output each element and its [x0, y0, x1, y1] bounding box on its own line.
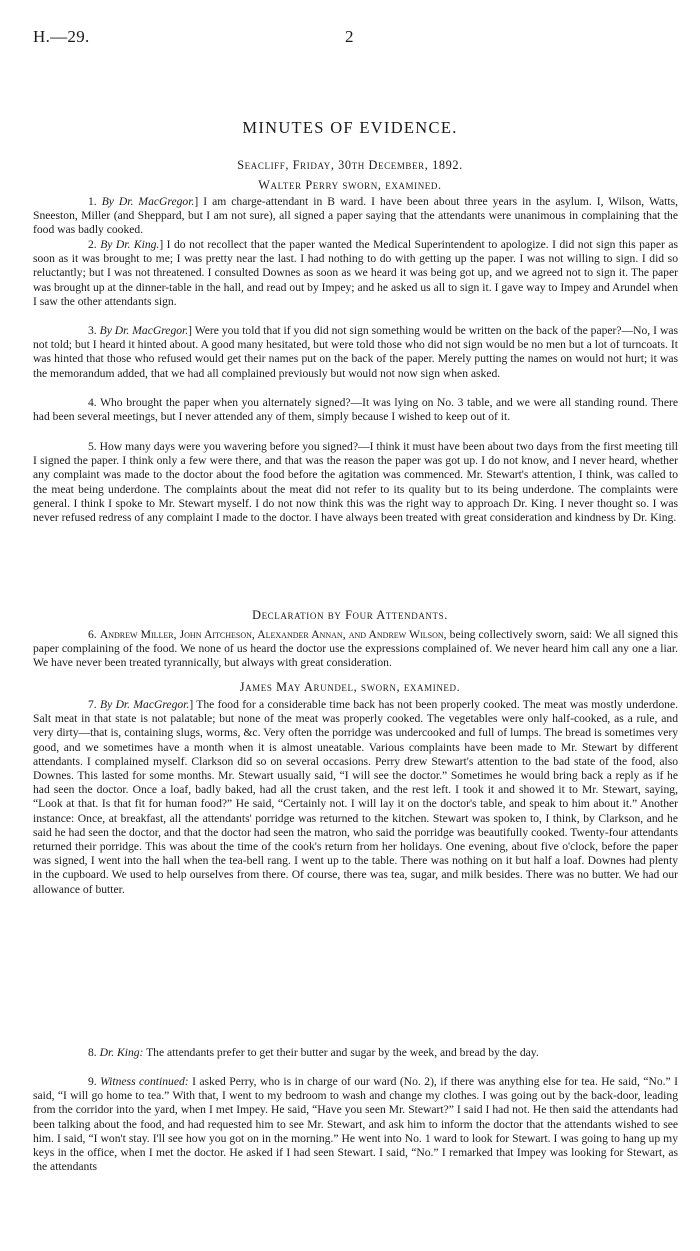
paragraph-number: 3.	[88, 324, 100, 337]
place-date-heading: Seacliff, Friday, 30th December, 1892.	[237, 158, 463, 172]
paragraph-2	[33, 238, 678, 309]
attendant-names: Andrew Miller, John Aitcheson, Alexander Annan, and Andrew Wilson,	[99, 628, 447, 641]
questioner: Witness continued:	[100, 1075, 189, 1088]
paragraph-text: I asked Perry, who is in charge of our ward (No. 2), if there was anything else for tea. He said, “No.” I said, “I will go home to tea.” With that, I went to my bedroom to wash and change my clothes. I was going out by the back-door, leading from the corridor into the yard, when I met Impey. He said, “Have you seen Mr. Stewart?” I said I had not. He then said the attendants had been talking about the food, and had requested him to see Mr. Stewart, and ask him to inform the doctor that the attendants wished to see him. I said, “I won't stay. I'll see how you got on in the morning.” He went into No. 1 ward to look for Stewart. I was going to hang up my keys in the office, when I met the doctor. He asked if I had seen Stewart. I said, “No.” I remarked that Impey was looking for Stewart, as the attendants	[33, 1075, 678, 1174]
paragraph-number: 7.	[88, 698, 101, 711]
section-title: MINUTES OF EVIDENCE.	[242, 118, 458, 137]
questioner: By Dr. MacGregor.	[100, 698, 190, 711]
witness-heading-perry: Walter Perry sworn, examined.	[258, 178, 442, 192]
paragraph-6	[33, 628, 678, 671]
page-number: 2	[345, 27, 354, 46]
paragraph-text: being collectively sworn, said: We all signed this paper complaining of the food. We none of us heard the doctor use the expressions complained of. We never heard him call any one a liar. We have never been treated tyrannically, but always with great consideration.	[33, 628, 679, 670]
questioner: By Dr. MacGregor.	[101, 195, 195, 208]
paragraph-number: 9.	[88, 1075, 101, 1088]
document-reference: H.—29.	[33, 27, 90, 46]
declaration-heading: Declaration by Four Attendants.	[252, 608, 448, 622]
paragraph-4: 4. Who brought the paper when you alternately signed?—It was lying on No. 3 table, and we were all standing round. There had been several meetings, but I never attended any of them, simply because I wished to keep out of it.	[33, 396, 678, 424]
paragraph-5: 5. How many days were you wavering before you signed?—I think it must have been about two days from the first meeting till I signed the paper. I think only a few were there, and that was the reason the paper was got up. I do not know, and I never heard, whether any complaint was made to the doctor about the food before the agitation was commenced. Mr. Stewart's attention, I think, was called to the meat being underdone. The complaints about the meat did not refer to its quality but to its being underdone. The complaints were general. I think I spoke to Mr. Stewart myself. I do not now think this was the right way to approach Dr. King. I never thought so. I was never refused redress of any complaint I made to the doctor. I have always been treated with great consideration and kindness by Dr. King.	[33, 440, 678, 525]
paragraph-number: 2.	[88, 238, 101, 251]
paragraph-text: The attendants prefer to get their butter and sugar by the week, and bread by the day.	[143, 1046, 539, 1059]
questioner: By Dr. MacGregor.	[99, 324, 189, 337]
paragraph-text: ] The food for a considerable time back has not been properly cooked. The meat was mostly underdone. Salt meat in that state is not palatable; but none of the meat was properly cooked. The vegetables were only half-cooked, as a rule, and very dirty—that is, containing slugs, worms, &c. Very often the porridge was undercooked and full of lumps. The bread is sometimes very good, and we sometimes have a month when it is almost uneatable. Various complaints have been made to Mr. Stewart by different attendants. I complained myself. Clarkson did so on several occasions. Perry drew Stewart's attention to the bad state of the food, also Downes. This lasted for some months. Mr. Stewart usually said, “I will see the doctor.” Sometimes he would bring back a reply as if he had seen the doctor. Once a loaf, badly baked, had all the crust taken, and the rest left. I took it and showed it to Mr. Stewart, saying, “Look at that. Is that fit for human food?” He said, “Certainly not. I will lay it on the doctor's table, and speak to him about it.” Another instance: Once, at breakfast, all the attendants' porridge was returned to the kitchen. Stewart was spoken to, I think, by Clarkson, and he said he had seen the doctor, and that the doctor had seen the matron, who said the porridge was beautifully cooked. Twenty-four attendants returned their porridge. This was about the time of the cook's return from her holidays. One evening, about five o'clock, before the paper was signed, I went into the hall when the tea-bell rang. I went up to the table. There was nothing on it but half a loaf. Downes had plenty in the cupboard. We used to help ourselves from there. Of course, there was tea, sugar, and milk besides. There was no butter. We had our allowance of butter.	[33, 698, 678, 896]
questioner: Dr. King:	[99, 1046, 144, 1059]
paragraph-1	[33, 195, 678, 238]
paragraph-number: 1.	[88, 195, 102, 208]
paragraph-9	[33, 1075, 678, 1174]
paragraph-text: ] I do not recollect that the paper wanted the Medical Superintendent to apologize. I did not sign this paper as soon as it was brought to me; I was pretty near the last. I had nothing to do with getting up the paper. I was not willing to sign. I did so reluctantly; but I was not threatened. I consulted Downes as soon as we heard it was being got up, and we agreed not to sign it. The paper was brought up at the dinner-table in the hall, and read out by Impey; and he asked us all to sign it. I gave way to Impey and Arundel when I saw the other attendants sign.	[33, 238, 679, 308]
witness-heading-arundel: James May Arundel, sworn, examined.	[239, 680, 461, 694]
paragraph-number: 6.	[88, 628, 100, 641]
paragraph-8	[33, 1046, 678, 1060]
questioner: By Dr. King.	[100, 238, 160, 251]
paragraph-3	[33, 324, 678, 381]
paragraph-text: ] Were you told that if you did not sign something would be written on the back of the paper?—No, I was not told; but I heard it hinted about. A good many hesitated, but were told those who did not sign would be no men but a lot of turncoats. It was hinted that those who refused would get their names put on the back of the paper. Merely putting the names on would not hurt; it was the memorandum added, that we had all complained previously but would not now sign when asked.	[33, 324, 678, 380]
paragraph-text: ] I am charge-attendant in B ward. I have been about three years in the asylum. I, Wilson, Watts, Sneeston, Miller (and Sheppard, but I am not sure), all signed a paper saying that the attendants were unanimous in complaining that the food was badly cooked.	[33, 195, 678, 237]
paragraph-number: 8.	[88, 1046, 100, 1059]
paragraph-7	[33, 698, 678, 897]
